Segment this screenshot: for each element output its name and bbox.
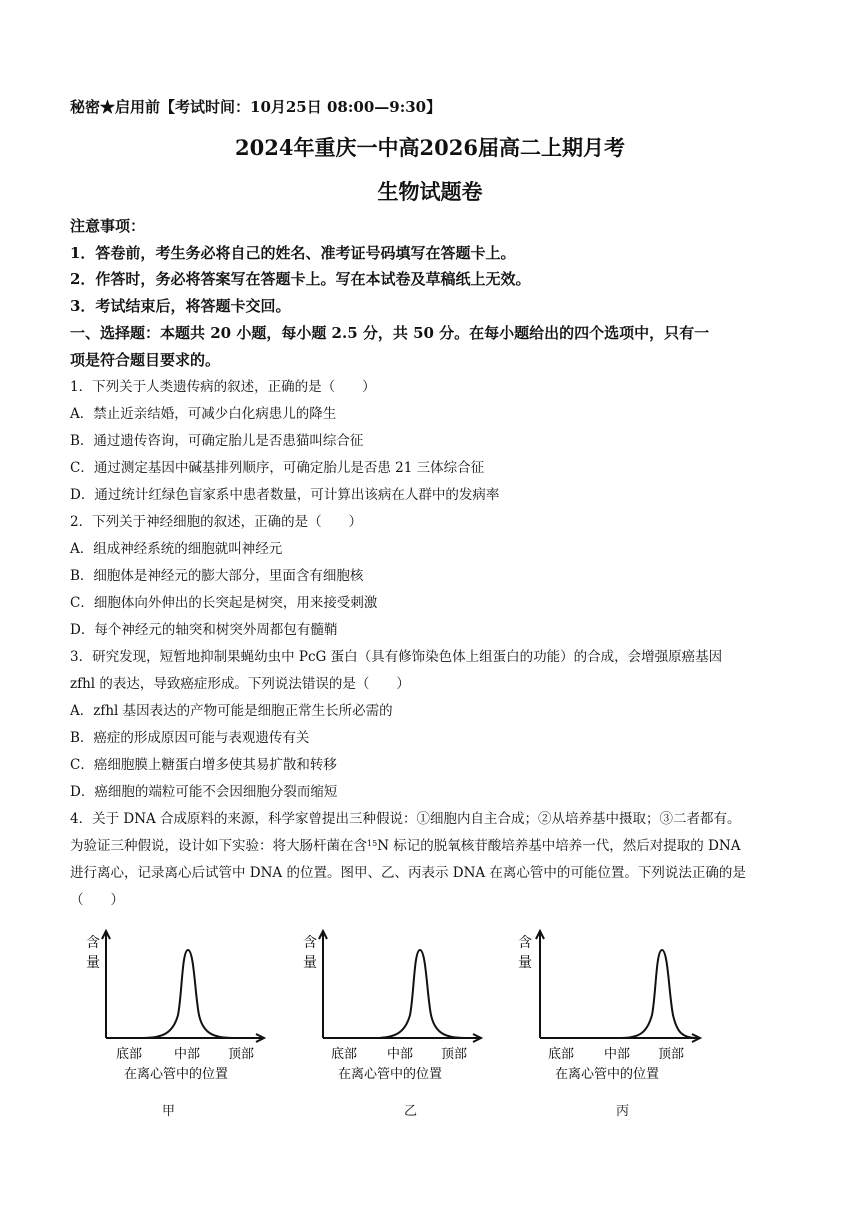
y-label-1: 含 [303, 935, 317, 951]
y-label-1: 含 [518, 935, 532, 951]
figure-caption: 甲 [162, 1104, 176, 1119]
notice-item: 2．作答时，务必将答案写在答题卡上。写在本试卷及草稿纸上无效。 [70, 270, 531, 288]
question-3-option-a: A．zfhl 基因表达的产物可能是细胞正常生长所必需的 [70, 703, 393, 719]
figure-jia-plot [78, 925, 278, 1125]
section-heading-cont: 项是符合题目要求的。 [70, 351, 221, 369]
figure-yi [298, 925, 498, 1125]
tick-label: 顶部 [441, 1047, 468, 1062]
question-3-option-c: C．癌细胞膜上糖蛋白增多使其易扩散和转移 [70, 757, 337, 773]
notice-item: 3．考试结束后，将答题卡交回。 [70, 297, 291, 315]
tick-label: 中部 [174, 1047, 201, 1062]
x-axis-label: 在离心管中的位置 [555, 1067, 660, 1082]
notice-heading: 注意事项： [70, 217, 146, 235]
question-3-option-b: B．癌症的形成原因可能与表观遗传有关 [70, 730, 310, 746]
figure-caption: 乙 [404, 1104, 418, 1119]
figure-jia [78, 925, 278, 1125]
x-axis-label: 在离心管中的位置 [338, 1067, 443, 1082]
question-1-option-b: B．通过遗传咨询，可确定胎儿是否患猫叫综合征 [70, 433, 364, 449]
notice-item: 1．答卷前，考生务必将自己的姓名、准考证号码填写在答题卡上。 [70, 244, 516, 262]
peak-curve [375, 950, 465, 1038]
tick-label: 底部 [548, 1047, 575, 1062]
figure-bing-plot [515, 925, 715, 1125]
question-4-stem-cont: 进行离心，记录离心后试管中 DNA 的位置。图甲、乙、丙表示 DNA 在离心管中的可能位置。下列说法正确的是 [70, 865, 746, 881]
exam-subtitle: 生物试题卷 [377, 179, 483, 204]
question-2-option-b: B．细胞体是神经元的膨大部分，里面含有细胞核 [70, 568, 364, 584]
exam-title: 2024年重庆一中高2026届高二上期月考 [235, 135, 625, 160]
question-3-stem-cont: zfhl 的表达，导致癌症形成。下列说法错误的是（ ） [70, 676, 410, 692]
question-1-stem: 1．下列关于人类遗传病的叙述，正确的是（ ） [70, 379, 376, 395]
tick-label: 中部 [387, 1047, 414, 1062]
tick-label: 中部 [604, 1047, 631, 1062]
tick-label: 顶部 [228, 1047, 255, 1062]
figure-bing [515, 925, 715, 1125]
peak-curve [621, 950, 697, 1038]
figure-caption: 丙 [616, 1104, 630, 1119]
question-3-stem: 3．研究发现，短暂地抑制果蝇幼虫中 PcG 蛋白（具有修饰染色体上组蛋白的功能）的合成，会增强原癌基因 [70, 649, 723, 665]
y-label-2: 量 [518, 955, 532, 971]
question-4-stem: 4．关于 DNA 合成原料的来源，科学家曾提出三种假说：①细胞内自主合成；②从培养基中摄取；③二者都有。 [70, 811, 741, 827]
peak-curve [143, 950, 233, 1038]
question-4-stem-cont: （ ） [70, 892, 124, 908]
question-1-option-d: D．通过统计红绿色盲家系中患者数量，可计算出该病在人群中的发病率 [70, 487, 500, 503]
tick-label: 顶部 [658, 1047, 685, 1062]
question-2-option-c: C．细胞体向外伸出的长突起是树突，用来接受刺激 [70, 595, 378, 611]
question-2-option-a: A．组成神经系统的细胞就叫神经元 [70, 541, 283, 557]
figure-yi-plot [298, 925, 498, 1125]
question-1-option-c: C．通过测定基因中碱基排列顺序，可确定胎儿是否患 21 三体综合征 [70, 460, 485, 476]
tick-label: 底部 [116, 1047, 143, 1062]
section-heading: 一、选择题：本题共 20 小题，每小题 2.5 分，共 50 分。在每小题给出的四个选项中，只有一 [70, 324, 710, 342]
question-1-option-a: A．禁止近亲结婚，可减少白化病患儿的降生 [70, 406, 337, 422]
question-2-stem: 2．下列关于神经细胞的叙述，正确的是（ ） [70, 514, 363, 530]
question-2-option-d: D．每个神经元的轴突和树突外周都包有髓鞘 [70, 622, 338, 638]
tick-label: 底部 [331, 1047, 358, 1062]
y-label-2: 量 [303, 955, 317, 971]
y-label-1: 含 [86, 935, 100, 951]
confidential-line: 秘密★启用前【考试时间：10月25日 08:00—9:30】 [70, 98, 442, 116]
x-axis-label: 在离心管中的位置 [124, 1067, 229, 1082]
question-4-stem-cont: 为验证三种假说，设计如下实验：将大肠杆菌在含$^{15}$N 标记的脱氧核苷酸培养基中培养一代，然后对提取的 DNA [70, 838, 741, 854]
y-label-2: 量 [86, 955, 100, 971]
question-3-option-d: D．癌细胞的端粒可能不会因细胞分裂而缩短 [70, 784, 338, 800]
